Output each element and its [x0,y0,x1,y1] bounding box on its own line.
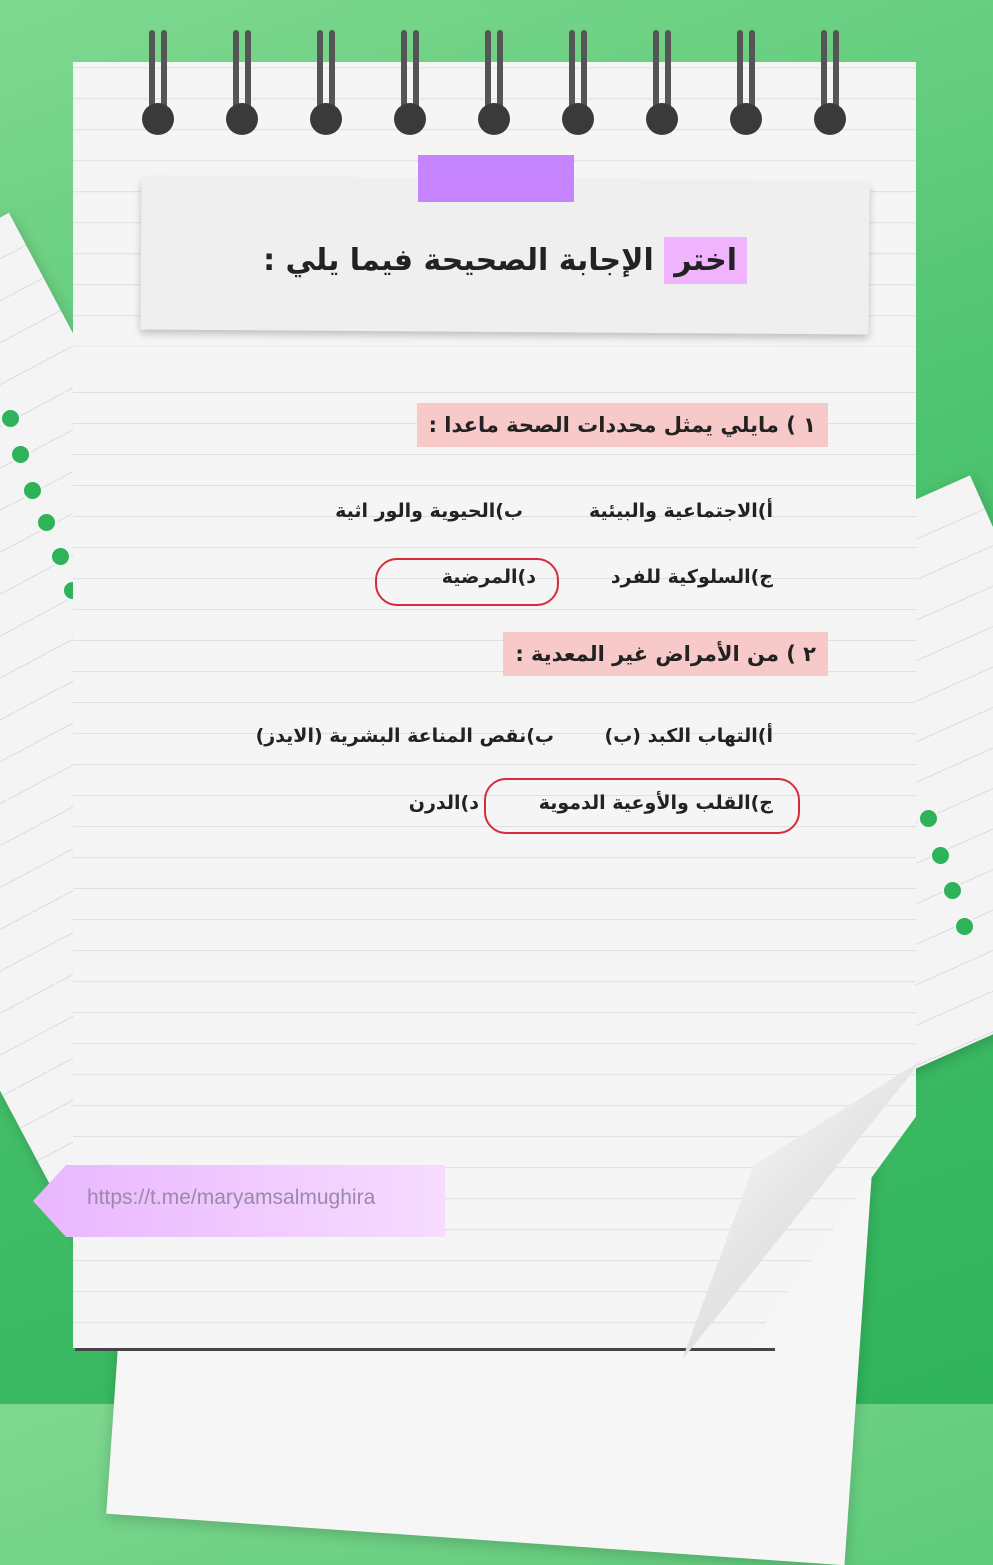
perforation-dot [22,480,43,501]
q1-option-c: ج)السلوكية للفرد [610,566,773,588]
spiral-ring-icon [814,30,848,135]
q2-option-b: ب)نقص المناعة البشرية (الايدز) [255,725,554,747]
spiral-ring-icon [310,30,344,135]
perforation-dot [10,444,31,465]
spiral-ring-icon [646,30,680,135]
q2-answer-circle [484,778,800,834]
perforation-dot [0,408,21,429]
page-title [263,243,747,278]
telegram-link[interactable]: https://t.me/maryamsalmughira [87,1186,376,1209]
q1-answer-circle [375,558,559,606]
spiral-ring-icon [730,30,764,135]
title-highlight: اختر [664,237,747,284]
spiral-ring-icon [478,30,512,135]
spiral-ring-icon [562,30,596,135]
washi-tape-icon [418,155,574,202]
q1-option-a: أ)الاجتماعية والبيئية [588,500,773,522]
perforation-dot [942,880,963,901]
spiral-ring-icon [394,30,428,135]
question-2: ٢ ) من الأمراض غير المعدية : [503,632,828,676]
title-text: الإجابة الصحيحة فيما يلي : [263,243,654,278]
perforation-dot [36,512,57,533]
q1-option-d: د)المرضية [441,566,536,588]
perforation-dot [918,808,939,829]
perforation-dot [930,845,951,866]
q2-option-d: د)الدرن [408,792,479,814]
perforation-dot [50,546,71,567]
spiral-ring-icon [226,30,260,135]
q2-option-c: ج)القلب والأوعية الدموية [538,792,773,814]
spiral-ring-icon [142,30,176,135]
q2-option-a: أ)التهاب الكبد (ب) [604,725,773,747]
question-1: ١ ) مايلي يمثل محددات الصحة ماعدا : [417,403,828,447]
perforation-dot [954,916,975,937]
page-shadow [75,1348,775,1351]
q1-option-b: ب)الحيوية والور اثية [335,500,523,522]
